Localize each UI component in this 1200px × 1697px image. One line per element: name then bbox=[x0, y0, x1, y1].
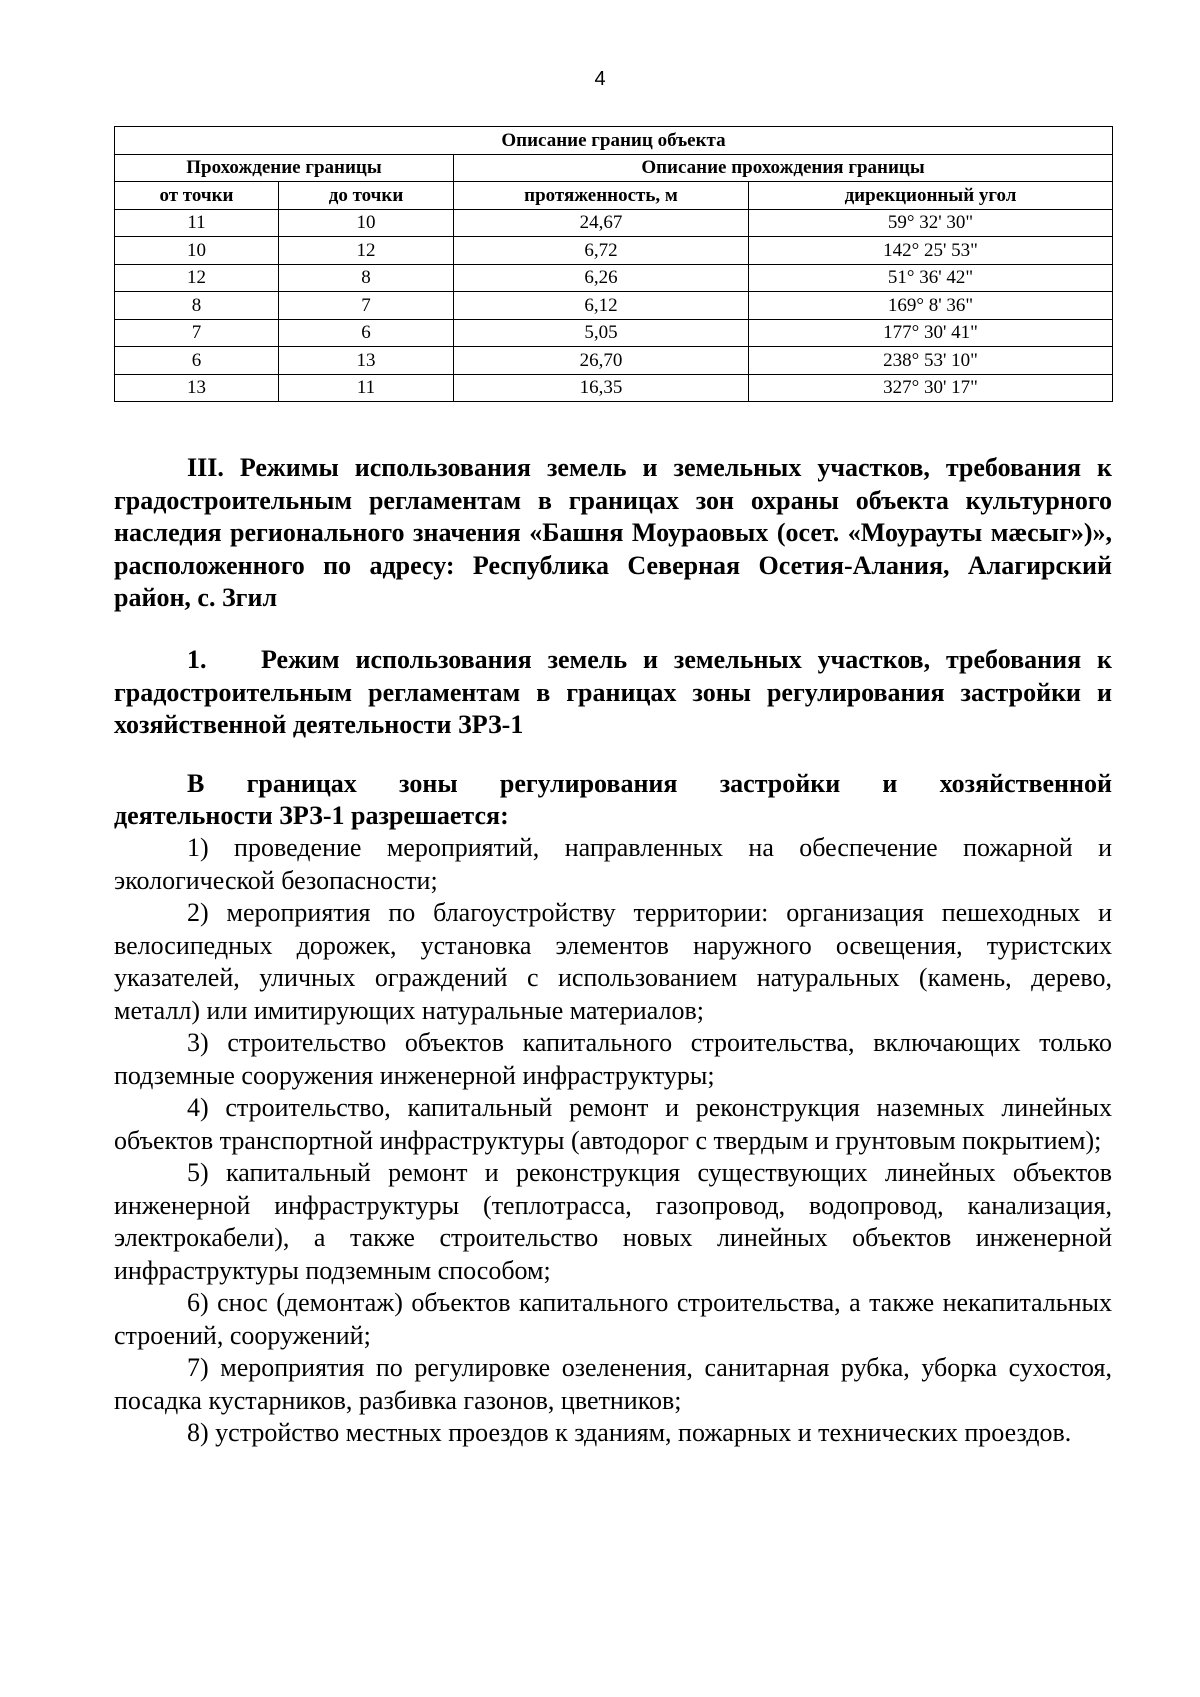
cell-length: 6,12 bbox=[454, 292, 749, 320]
table-title: Описание границ объекта bbox=[115, 127, 1113, 155]
cell-length: 6,72 bbox=[454, 237, 749, 265]
cell-length: 5,05 bbox=[454, 319, 749, 347]
page-number: 4 bbox=[594, 68, 606, 90]
list-item: 2) мероприятия по благоустройству территории: организация пешеходных и велосипедных дорожек, установка элементов наружного освещения, туристских указателей, уличных ограждений с использованием натуральных (камень, дерево, металл) или имитирующих натуральные материалов; bbox=[114, 898, 1112, 1025]
cell-from: 11 bbox=[115, 209, 279, 237]
cell-angle: 327° 30' 17" bbox=[749, 374, 1113, 402]
cell-angle: 142° 25' 53" bbox=[749, 237, 1113, 265]
cell-angle: 59° 32' 30" bbox=[749, 209, 1113, 237]
column-header-angle: дирекционный угол bbox=[749, 182, 1113, 210]
list-item: 3) строительство объектов капитального строительства, включающих только подземные сооружения инженерной инфраструктуры; bbox=[114, 1028, 1112, 1090]
intro-line-1: В границах зоны регулирования застройки и хозяйственной bbox=[187, 769, 1112, 798]
cell-from: 6 bbox=[115, 347, 279, 375]
cell-from: 12 bbox=[115, 264, 279, 292]
list-item: 4) строительство, капитальный ремонт и реконструкция наземных линейных объектов транспортной инфраструктуры (автодорог с твердым и грунтовым покрытием); bbox=[114, 1093, 1112, 1155]
cell-to: 12 bbox=[279, 237, 454, 265]
cell-to: 11 bbox=[279, 374, 454, 402]
subsection-title: Режим использования земель и земельных участков, требования к градостроительным регламентам в границах зоны регулирования застройки и хозяйственной деятельности ЗРЗ-1 bbox=[114, 645, 1112, 739]
table-row bbox=[115, 292, 1113, 320]
table-title-row bbox=[115, 127, 1113, 155]
section-heading: III. Режимы использования земель и земельных участков, требования к градостроительным регламентам в границах зон охраны объекта культурного наследия регионального значения «Башня Моураовых (осет. «Моурауты мæсыг»)», расположенного по адресу: Республика Северная Осетия-Алания, Алагирский район, с. Згил bbox=[114, 453, 1112, 612]
permitted-activities-list bbox=[114, 832, 1112, 1450]
table-row bbox=[115, 264, 1113, 292]
cell-angle: 238° 53' 10" bbox=[749, 347, 1113, 375]
table-row bbox=[115, 319, 1113, 347]
cell-angle: 177° 30' 41" bbox=[749, 319, 1113, 347]
cell-from: 8 bbox=[115, 292, 279, 320]
table-row bbox=[115, 374, 1113, 402]
column-header-to: до точки bbox=[279, 182, 454, 210]
cell-length: 16,35 bbox=[454, 374, 749, 402]
column-header-length: протяженность, м bbox=[454, 182, 749, 210]
list-item: 5) капитальный ремонт и реконструкция существующих линейных объектов инженерной инфраструктуры (теплотрасса, газопровод, водопровод, канализация, электрокабели), а также строительство новых линейных объектов инженерной инфраструктуры подземным способом; bbox=[114, 1158, 1112, 1285]
cell-to: 7 bbox=[279, 292, 454, 320]
subsection-heading bbox=[114, 644, 1112, 742]
cell-length: 6,26 bbox=[454, 264, 749, 292]
subsection-number: 1. bbox=[187, 645, 207, 674]
group-header-description: Описание прохождения границы bbox=[454, 154, 1113, 182]
table-row bbox=[115, 237, 1113, 265]
cell-angle: 169° 8' 36" bbox=[749, 292, 1113, 320]
cell-from: 7 bbox=[115, 319, 279, 347]
table-column-header-row bbox=[115, 182, 1113, 210]
list-item: 8) устройство местных проездов к зданиям, пожарных и технических проездов. bbox=[187, 1418, 1072, 1447]
cell-length: 26,70 bbox=[454, 347, 749, 375]
list-item: 1) проведение мероприятий, направленных на обеспечение пожарной и экологической безопасности; bbox=[114, 833, 1112, 895]
cell-to: 8 bbox=[279, 264, 454, 292]
boundary-table bbox=[114, 126, 1113, 402]
table-row bbox=[115, 209, 1113, 237]
column-header-from: от точки bbox=[115, 182, 279, 210]
list-item: 7) мероприятия по регулировке озеленения, санитарная рубка, уборка сухостоя, посадка кустарников, разбивка газонов, цветников; bbox=[114, 1353, 1112, 1415]
group-header-passage: Прохождение границы bbox=[115, 154, 454, 182]
cell-from: 10 bbox=[115, 237, 279, 265]
intro-line-2: деятельности ЗРЗ-1 разрешается: bbox=[114, 801, 509, 830]
cell-from: 13 bbox=[115, 374, 279, 402]
cell-length: 24,67 bbox=[454, 209, 749, 237]
table-row bbox=[115, 347, 1113, 375]
cell-to: 13 bbox=[279, 347, 454, 375]
cell-to: 10 bbox=[279, 209, 454, 237]
list-item: 6) снос (демонтаж) объектов капитального строительства, а также некапитальных строений, сооружений; bbox=[114, 1288, 1112, 1350]
table-group-header-row bbox=[115, 154, 1113, 182]
cell-to: 6 bbox=[279, 319, 454, 347]
cell-angle: 51° 36' 42" bbox=[749, 264, 1113, 292]
